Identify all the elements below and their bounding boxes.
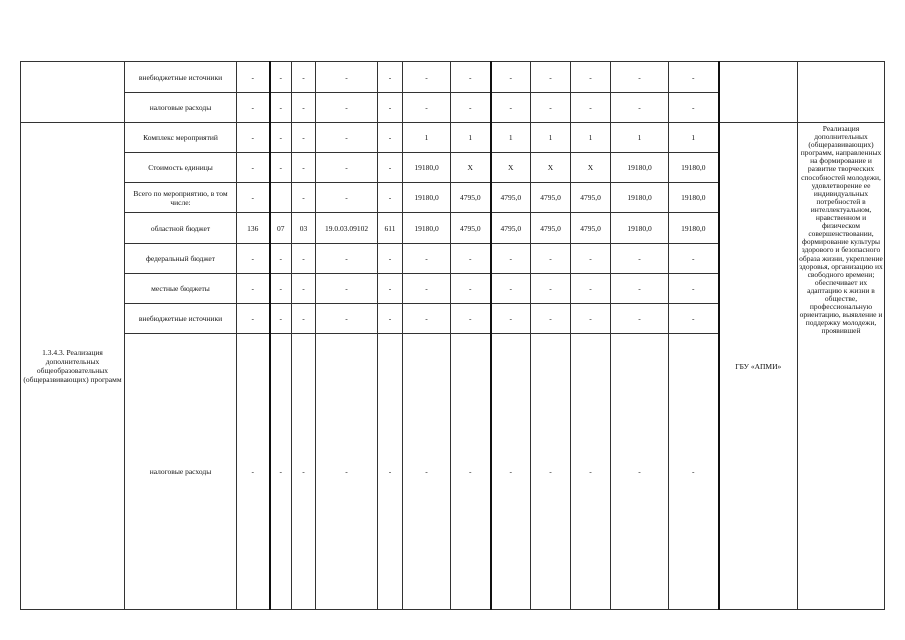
- table-cell: -: [316, 304, 378, 334]
- table-cell: -: [316, 123, 378, 153]
- table-cell: 4795,0: [451, 183, 491, 213]
- table-cell: -: [316, 62, 378, 93]
- table-cell: 4795,0: [531, 183, 571, 213]
- budget-table: [20, 61, 885, 610]
- table-cell: -: [571, 334, 611, 610]
- table-cell: -: [292, 93, 316, 123]
- table-cell: -: [403, 62, 451, 93]
- table-cell: -: [451, 274, 491, 304]
- table-cell: -: [531, 304, 571, 334]
- table-cell: -: [611, 304, 669, 334]
- table-cell: -: [292, 334, 316, 610]
- table-cell: 19180,0: [403, 183, 451, 213]
- table-cell: -: [669, 304, 719, 334]
- table-row: [21, 62, 885, 93]
- table-cell: 1: [531, 123, 571, 153]
- table-cell: 07: [270, 213, 292, 244]
- table-cell: -: [378, 123, 403, 153]
- table-cell: -: [237, 123, 270, 153]
- table-cell: -: [611, 274, 669, 304]
- table-cell: -: [237, 183, 270, 213]
- table-cell: -: [270, 153, 292, 183]
- table-cell: -: [451, 62, 491, 93]
- table-cell: -: [378, 274, 403, 304]
- table-cell: -: [403, 334, 451, 610]
- table-cell: -: [316, 274, 378, 304]
- table-cell: 1: [491, 123, 531, 153]
- table-cell: -: [378, 153, 403, 183]
- table-cell: 19180,0: [611, 153, 669, 183]
- table-cell: 1: [403, 123, 451, 153]
- table-cell: 19180,0: [669, 183, 719, 213]
- table-cell: -: [451, 93, 491, 123]
- table-cell: 19180,0: [669, 153, 719, 183]
- table-cell: 136: [237, 213, 270, 244]
- row-label: внебюджетные источники: [125, 304, 237, 334]
- table-cell: -: [451, 334, 491, 610]
- row-label: внебюджетные источники: [125, 62, 237, 93]
- table-cell: -: [571, 274, 611, 304]
- table-cell: -: [316, 183, 378, 213]
- table-cell: 4795,0: [451, 213, 491, 244]
- row-label: налоговые расходы: [125, 93, 237, 123]
- prev-executor-cell: [719, 62, 798, 123]
- table-cell: -: [669, 334, 719, 610]
- row-label: федеральный бюджет: [125, 244, 237, 274]
- table-cell: -: [531, 62, 571, 93]
- table-cell: -: [611, 62, 669, 93]
- table-cell: -: [270, 244, 292, 274]
- table-cell: -: [571, 304, 611, 334]
- table-cell: 03: [292, 213, 316, 244]
- table-cell: -: [316, 334, 378, 610]
- table-cell: [270, 183, 292, 213]
- table-cell: -: [270, 274, 292, 304]
- prev-result-cell: [798, 62, 885, 123]
- table-cell: -: [292, 304, 316, 334]
- table-cell: -: [669, 62, 719, 93]
- table-cell: -: [237, 304, 270, 334]
- table-cell: -: [270, 334, 292, 610]
- table-cell: -: [378, 304, 403, 334]
- table-cell: -: [669, 274, 719, 304]
- table-cell: 4795,0: [571, 183, 611, 213]
- table-cell: -: [571, 244, 611, 274]
- table-cell: -: [531, 93, 571, 123]
- table-cell: 1: [451, 123, 491, 153]
- row-label: областной бюджет: [125, 213, 237, 244]
- table-cell: 1: [669, 123, 719, 153]
- table-cell: -: [403, 93, 451, 123]
- table-cell: 1: [611, 123, 669, 153]
- table-cell: -: [611, 334, 669, 610]
- table-cell: -: [316, 244, 378, 274]
- table-cell: 19.0.03.09102: [316, 213, 378, 244]
- executor: ГБУ «АПМИ»: [719, 123, 798, 610]
- prev-event-cell: [21, 62, 125, 123]
- table-cell: 4795,0: [571, 213, 611, 244]
- table-cell: 19180,0: [611, 213, 669, 244]
- table-cell: -: [491, 304, 531, 334]
- table-cell: 19180,0: [611, 183, 669, 213]
- result-description: Реализация дополнительных (общеразвивающих) программ, направленных на формирование и развитие творческих способностей молодежи, удовлетворение ее индивидуальных потребностей в интеллектуальном, нравственном и физическом совершенствовании, формирование культуры здорового и безопасного образа жизни, укрепление здоровья, организацию их свободного времени; обеспечивает их адаптацию к жизни в обществе, профессиональную ориентацию, выявление и поддержку молодежи, проявившей: [798, 123, 885, 610]
- table-cell: 4795,0: [491, 213, 531, 244]
- table-cell: -: [237, 93, 270, 123]
- table-cell: -: [237, 153, 270, 183]
- table-cell: X: [571, 153, 611, 183]
- table-cell: -: [378, 93, 403, 123]
- table-cell: -: [571, 62, 611, 93]
- table-cell: -: [378, 334, 403, 610]
- table-cell: -: [292, 123, 316, 153]
- table-cell: -: [491, 334, 531, 610]
- table-cell: 19180,0: [403, 153, 451, 183]
- table-cell: 4795,0: [491, 183, 531, 213]
- table-cell: -: [270, 62, 292, 93]
- table-cell: -: [669, 244, 719, 274]
- row-label: Всего по мероприятию, в том числе:: [125, 183, 237, 213]
- row-label: Стоимость единицы: [125, 153, 237, 183]
- table-cell: -: [378, 62, 403, 93]
- table-cell: -: [669, 93, 719, 123]
- table-cell: -: [451, 304, 491, 334]
- table-cell: X: [451, 153, 491, 183]
- table-cell: -: [571, 93, 611, 123]
- row-label: налоговые расходы: [125, 334, 237, 610]
- table-cell: 19180,0: [669, 213, 719, 244]
- table-cell: -: [292, 62, 316, 93]
- table-cell: -: [270, 304, 292, 334]
- table-cell: -: [237, 334, 270, 610]
- table-cell: -: [491, 244, 531, 274]
- table-cell: X: [491, 153, 531, 183]
- row-label: Комплекс мероприятий: [125, 123, 237, 153]
- table-cell: -: [292, 183, 316, 213]
- event-name: 1.3.4.3. Реализация дополнительных общеобразовательных (общеразвивающих) программ: [21, 123, 125, 610]
- table-cell: -: [237, 274, 270, 304]
- table-cell: -: [531, 334, 571, 610]
- table-cell: -: [316, 153, 378, 183]
- table-cell: 611: [378, 213, 403, 244]
- table-cell: -: [378, 244, 403, 274]
- table-cell: -: [531, 244, 571, 274]
- table-cell: -: [378, 183, 403, 213]
- table-cell: -: [270, 93, 292, 123]
- table-cell: -: [292, 274, 316, 304]
- table-cell: -: [611, 93, 669, 123]
- table-cell: -: [531, 274, 571, 304]
- table-cell: 4795,0: [531, 213, 571, 244]
- table-cell: -: [403, 244, 451, 274]
- table-cell: -: [491, 62, 531, 93]
- table-cell: -: [491, 274, 531, 304]
- table-cell: -: [403, 304, 451, 334]
- table-cell: -: [451, 244, 491, 274]
- table-cell: -: [292, 244, 316, 274]
- table-cell: -: [292, 153, 316, 183]
- table-cell: -: [491, 93, 531, 123]
- table-cell: -: [237, 62, 270, 93]
- table-cell: -: [403, 274, 451, 304]
- table-cell: -: [237, 244, 270, 274]
- table-cell: -: [611, 244, 669, 274]
- table-cell: X: [531, 153, 571, 183]
- table-cell: -: [316, 93, 378, 123]
- row-label: местные бюджеты: [125, 274, 237, 304]
- table-cell: 1: [571, 123, 611, 153]
- table-cell: -: [270, 123, 292, 153]
- table-row: [21, 123, 885, 153]
- table-cell: 19180,0: [403, 213, 451, 244]
